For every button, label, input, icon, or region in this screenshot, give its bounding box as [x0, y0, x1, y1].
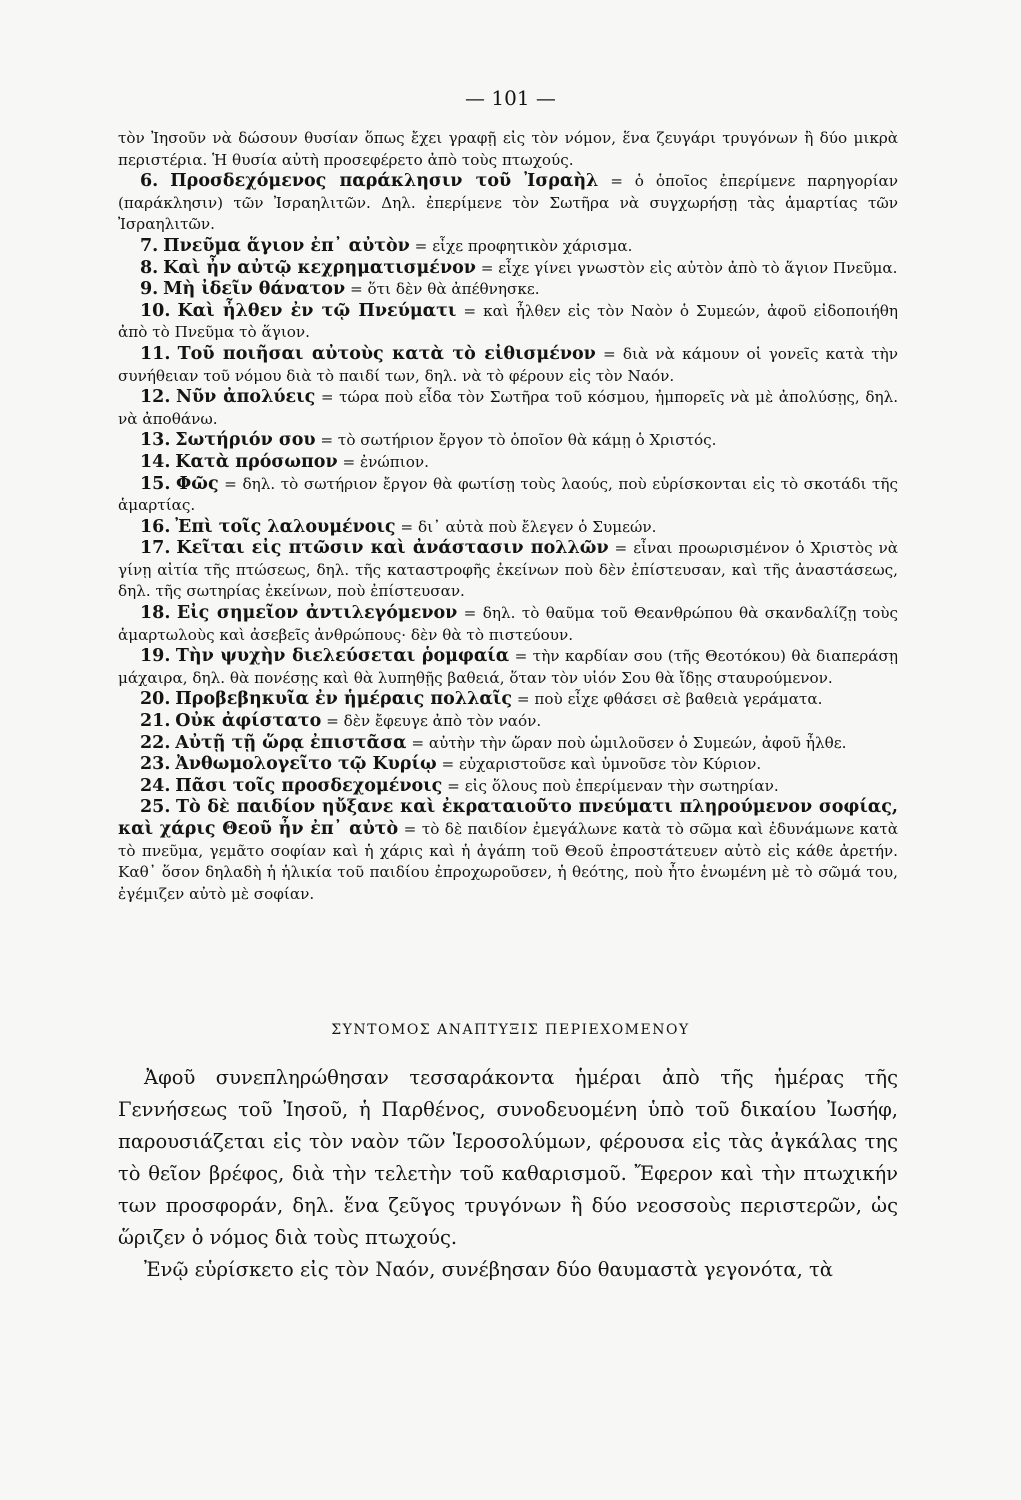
note-term: Πνεῦμα ἅγιον ἐπ᾽ αὐτὸν	[163, 235, 410, 256]
note-term: Καὶ ἦν αὐτῷ κεχρηματισμένον	[163, 257, 476, 278]
note-number: 6.	[140, 171, 159, 192]
note-number: 22.	[140, 732, 171, 753]
note-item	[118, 733, 898, 755]
note-item	[118, 171, 898, 236]
notes-section	[118, 128, 898, 905]
note-continuation	[118, 128, 898, 171]
note-text: = δηλ. τὸ σωτήριον ἔργον θὰ φωτίσῃ τοὺς λαούς, ποὺ εὑρίσκονται εἰς τὸ σκοτάδι τῆς ἁμαρτίας.	[118, 474, 899, 515]
note-text: = δὲν ἔφευγε ἀπὸ τὸν ναόν.	[326, 712, 542, 731]
summary-text	[118, 1062, 898, 1286]
note-item	[118, 646, 898, 689]
note-item	[118, 711, 898, 733]
note-text: = δηλ. τὸ θαῦμα τοῦ Θεανθρώπου θὰ σκανδαλίζῃ τοὺς ἁμαρτωλοὺς καὶ ἀσεβεῖς ἀνθρώπους· δὲν θὰ τὸ πιστεύουν.	[118, 604, 899, 644]
note-term: Αὐτῇ τῇ ὥρᾳ ἐπιστᾶσα	[175, 732, 407, 753]
note-term: Κατὰ πρόσωπον	[175, 451, 338, 472]
note-item	[118, 452, 898, 474]
paragraph: Ἀφοῦ συνεπληρώθησαν τεσσαράκοντα ἡμέραι ἀπὸ τῆς ἡμέρας τῆς Γεννήσεως τοῦ Ἰησοῦ, ἡ Παρθένος, συνοδευομένη ὑπὸ τοῦ δικαίου Ἰωσήφ, παρουσιάζεται εἰς τὸν ναὸν τῶν Ἱεροσολύμων, φέρουσα εἰς τὰς ἀγκάλας της τὸ θεῖον βρέφος, διὰ τὴν τελετὴν τοῦ καθαρισμοῦ. Ἔφερον καὶ τὴν πτωχικήν των προσφοράν, δηλ. ἕνα ζεῦγος τρυγόνων ἢ δύο νεοσσοὺς περιστερῶν, ὡς ὥριζεν ὁ νόμος διὰ τοὺς πτωχούς.	[118, 1066, 898, 1249]
note-term: Εἰς σημεῖον ἀντιλεγόμενον	[176, 603, 458, 624]
note-item	[118, 538, 898, 603]
note-number: 24.	[140, 775, 171, 796]
note-text: = αὐτὴν τὴν ὥραν ποὺ ὡμιλοῦσεν ὁ Συμεών, ἀφοῦ ἦλθε.	[411, 733, 847, 752]
note-item	[118, 301, 898, 344]
note-text: τὸν Ἰησοῦν νὰ δώσουν θυσίαν ὅπως ἔχει γραφῇ εἰς τὸν νόμον, ἕνα ζευγάρι τρυγόνων ἢ δύο μικρὰ περιστέρια. Ἡ θυσία αὐτὴ προσεφέρετο ἀπὸ τοὺς πτωχούς.	[118, 129, 898, 169]
note-item	[118, 603, 898, 646]
note-text: = ὁ ὁποῖος ἐπερίμενε παρηγορίαν (παράκλησιν) τῶν Ἰσραηλιτῶν. Δηλ. ἐπερίμενε τὸν Σωτῆρα νὰ συγχωρήσῃ τὰς ἁμαρτίας τῶν Ἰσραηλιτῶν.	[118, 172, 899, 234]
note-number: 11.	[140, 343, 171, 364]
note-term: Προβεβηκυῖα ἐν ἡμέραις πολλαῖς	[175, 689, 512, 710]
note-term: Πᾶσι τοῖς προσδεχομένοις	[175, 775, 443, 796]
note-number: 8.	[140, 257, 159, 278]
note-term: Ἀνθωμολογεῖτο τῷ Κυρίῳ	[175, 754, 437, 775]
note-number: 12.	[140, 387, 171, 408]
note-item	[118, 689, 898, 711]
note-text: = καὶ ἦλθεν εἰς τὸν Ναὸν ὁ Συμεών, ἀφοῦ εἰδοποιήθη ἀπὸ τὸ Πνεῦμα τὸ ἅγιον.	[118, 301, 898, 342]
note-number: 10.	[140, 300, 171, 321]
note-item	[118, 776, 898, 798]
note-item	[118, 474, 898, 517]
note-term: Τὸ δὲ παιδίον ηὔξανε καὶ ἐκραταιοῦτο πνεύματι πληρούμενον σοφίας, καὶ χάρις Θεοῦ ἦν ἐπ᾽ αὐτὸ	[118, 797, 898, 839]
note-text: = εὐχαριστοῦσε καὶ ὑμνοῦσε τὸν Κύριον.	[441, 755, 762, 774]
note-text: = τώρα ποὺ εἶδα τὸν Σωτῆρα τοῦ κόσμου, ἠμπορεῖς νὰ μὲ ἀπολύσῃς, δηλ. νὰ ἀποθάνω.	[118, 388, 899, 428]
note-number: 20.	[140, 689, 171, 710]
note-number: 14.	[140, 451, 171, 472]
note-item	[118, 344, 898, 387]
note-text: = ὅτι δὲν θὰ ἀπέθνησκε.	[349, 280, 540, 299]
note-number: 19.	[140, 646, 171, 667]
note-item	[118, 387, 898, 430]
section-heading: ΣΥΝΤΟΜΟΣ ΑΝΑΠΤΥΞΙΣ ΠΕΡΙΕΧΟΜΕΝΟΥ	[331, 1022, 690, 1038]
note-text: = εἶχε γίνει γνωστὸν εἰς αὐτὸν ἀπὸ τὸ ἅγιον Πνεῦμα.	[480, 258, 898, 277]
note-term: Κεῖται εἰς πτῶσιν καὶ ἀνάστασιν πολλῶν	[176, 538, 609, 559]
paragraph: Ἐνῷ εὑρίσκετο εἰς τὸν Ναόν, συνέβησαν δύο θαυμαστὰ γεγονότα, τὰ	[144, 1258, 833, 1281]
note-text: = εἰς ὅλους ποὺ ἐπερίμεναν τὴν σωτηρίαν.	[447, 776, 779, 795]
note-text: = ποὺ εἶχε φθάσει σὲ βαθειὰ γεράματα.	[516, 690, 823, 709]
note-number: 7.	[140, 235, 159, 256]
note-term: Τὴν ψυχὴν διελεύσεται ῥομφαία	[175, 646, 510, 667]
note-number: 16.	[140, 516, 171, 537]
note-text: = εἶχε προφητικὸν χάρισμα.	[414, 236, 633, 255]
note-term: Σωτήριόν σου	[175, 430, 316, 451]
note-number: 17.	[140, 538, 171, 559]
note-text: = ἐνώπιον.	[342, 452, 429, 471]
note-item	[118, 236, 898, 258]
note-text: = εἶναι προωρισμένον ὁ Χριστὸς νὰ γίνῃ αἰτία τῆς πτώσεως, δηλ. τῆς καταστροφῆς ἐκείνων ποὺ δὲν ἐπίστευσαν, καὶ τῆς ἀναστάσεως, δηλ. τῆς σωτηρίας ἐκείνων, ποὺ ἐπίστευσαν.	[118, 539, 899, 601]
note-text: = τὸ σωτήριον ἔργον τὸ ὁποῖον θὰ κάμῃ ὁ Χριστός.	[320, 431, 717, 450]
note-number: 18.	[140, 603, 171, 624]
note-item	[118, 279, 898, 301]
note-term: Προσδεχόμενος παράκλησιν τοῦ Ἰσραὴλ	[170, 171, 599, 192]
note-item	[118, 797, 898, 905]
note-text: = τὴν καρδίαν σου (τῆς Θεοτόκου) θὰ διαπεράσῃ μάχαιρα, δηλ. θὰ πονέσῃς καὶ θὰ λυπηθῇς βαθειά, ὅταν τὸν υἱόν Σου θὰ ἴδῃς σταυρούμενον.	[118, 647, 899, 687]
note-item	[118, 754, 898, 776]
note-term: Μὴ ἰδεῖν θάνατον	[163, 279, 346, 300]
note-number: 15.	[140, 473, 171, 494]
note-term: Νῦν ἀπολύεις	[176, 387, 316, 408]
note-term: Φῶς	[176, 473, 219, 494]
note-term: Καὶ ἦλθεν ἐν τῷ Πνεύματι	[177, 300, 457, 321]
note-text: = διὰ νὰ κάμουν οἱ γονεῖς κατὰ τὴν συνήθειαν τοῦ νόμου διὰ τὸ παιδί των, δηλ. νὰ τὸ φέρουν εἰς τὸν Ναόν.	[118, 344, 898, 385]
note-number: 23.	[140, 754, 171, 775]
note-item	[118, 430, 898, 452]
note-text: = δι᾽ αὐτὰ ποὺ ἔλεγεν ὁ Συμεών.	[400, 517, 657, 536]
page-number: — 101 —	[465, 86, 556, 110]
note-number: 9.	[140, 279, 159, 300]
note-number: 13.	[140, 430, 171, 451]
note-number: 25.	[140, 797, 171, 818]
note-term: Οὐκ ἀφίστατο	[175, 711, 322, 732]
note-term: Τοῦ ποιῆσαι αὐτοὺς κατὰ τὸ εἰθισμένον	[177, 343, 596, 364]
note-text: = τὸ δὲ παιδίον ἐμεγάλωνε κατὰ τὸ σῶμα καὶ ἐδυνάμωνε κατὰ τὸ πνεῦμα, γεμᾶτο σοφίαν καὶ ἡ χάρις καὶ ἡ ἀγάπη τοῦ Θεοῦ ἐπροστάτευεν αὐτὸ εἰς κάθε ἀρετήν. Καθ᾽ ὅσον δηλαδὴ ἡ ἡλικία τοῦ παιδίου ἐπροχωροῦσεν, ἡ θεότης, ποὺ ἦτο ἑνωμένη μὲ τὸ σῶμά του, ἐγέμιζεν αὐτὸ μὲ σοφίαν.	[118, 820, 899, 903]
note-term: Ἐπὶ τοῖς λαλουμένοις	[175, 516, 396, 537]
note-number: 21.	[140, 711, 171, 732]
note-item	[118, 517, 898, 539]
note-item	[118, 258, 898, 280]
